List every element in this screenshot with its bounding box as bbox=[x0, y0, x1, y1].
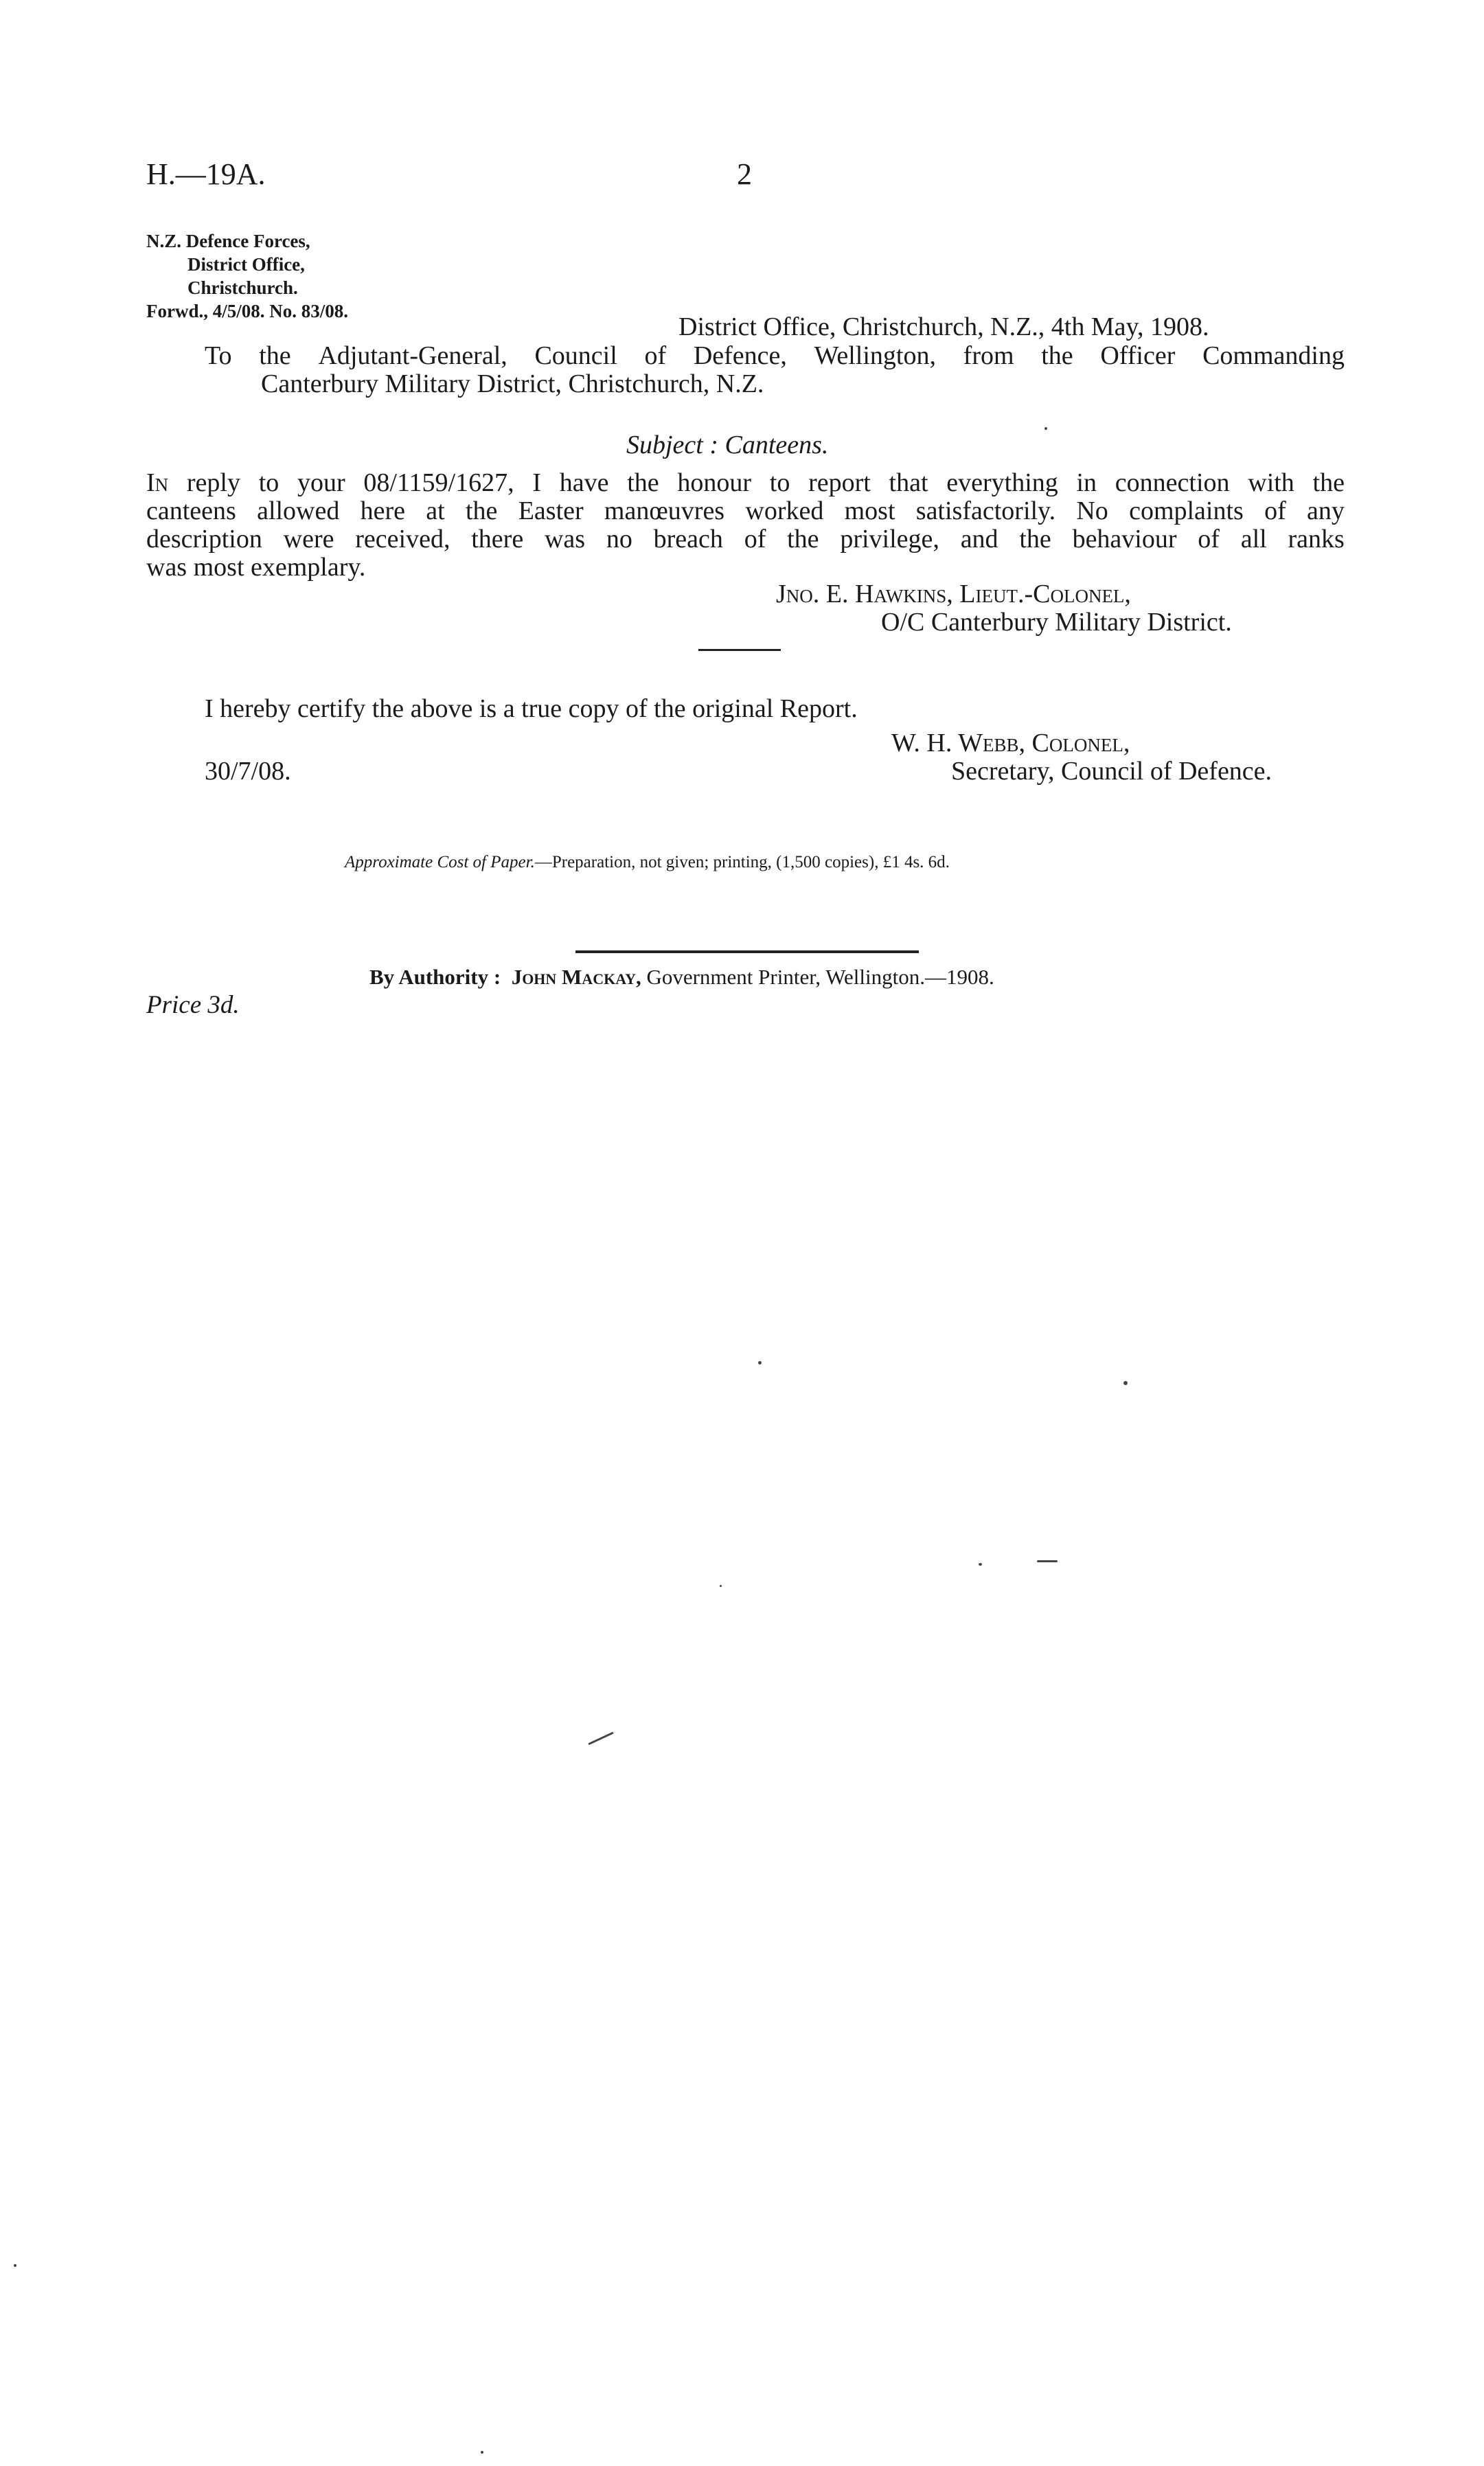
signature-hawkins: Jno. E. Hawkins, Lieut.-Colonel, bbox=[776, 580, 1131, 608]
address-line-1: To the Adjutant-General, Council of Defence, Wellington, from the Officer Commanding bbox=[205, 341, 1345, 370]
section-divider bbox=[698, 649, 781, 651]
memo-line-4: Forwd., 4/5/08. No. 83/08. bbox=[146, 301, 348, 321]
address-line-2: Canterbury Military District, Christchurch, N.Z. bbox=[261, 369, 764, 398]
document-reference: H.—19A. bbox=[146, 157, 266, 191]
certification-date: 30/7/08. bbox=[205, 757, 291, 786]
letter-paragraph bbox=[146, 469, 1345, 582]
paragraph-line-3: description were received, there was no breach of the privilege, and the behaviour of all ranks bbox=[146, 525, 1345, 553]
memo-block bbox=[146, 229, 348, 323]
page-number: 2 bbox=[737, 157, 752, 191]
certification-text: I hereby certify the above is a true copy of the original Report. bbox=[205, 694, 858, 723]
memo-line-1: N.Z. Defence Forces, bbox=[146, 231, 310, 251]
printer-authority: By Authority : John Mackay, Government Printer, Wellington.—1908. bbox=[369, 965, 994, 989]
signature-webb-title: Secretary, Council of Defence. bbox=[951, 757, 1272, 786]
paragraph-line-1: In reply to your 08/1159/1627, I have the honour to report that everything in connection with the bbox=[146, 468, 1345, 497]
paragraph-line-4: was most exemplary. bbox=[146, 553, 366, 582]
memo-line-3: Christchurch. bbox=[187, 277, 298, 298]
letter-subject: Subject : Canteens. bbox=[626, 431, 829, 459]
paragraph-line-2: canteens allowed here at the Easter manœuvres worked most satisfactorily. No complaints of any bbox=[146, 496, 1345, 525]
cost-of-paper: Approximate Cost of Paper.—Preparation, not given; printing, (1,500 copies), £1 4s. 6d. bbox=[345, 853, 950, 871]
signature-webb: W. H. Webb, Colonel, bbox=[891, 729, 1130, 757]
price-label: Price 3d. bbox=[146, 991, 240, 1019]
footer-divider bbox=[575, 950, 919, 953]
memo-line-2: District Office, bbox=[187, 254, 305, 275]
letter-dateline: District Office, Christchurch, N.Z., 4th May, 1908. bbox=[678, 312, 1209, 341]
signature-hawkins-title: O/C Canterbury Military District. bbox=[881, 608, 1232, 637]
